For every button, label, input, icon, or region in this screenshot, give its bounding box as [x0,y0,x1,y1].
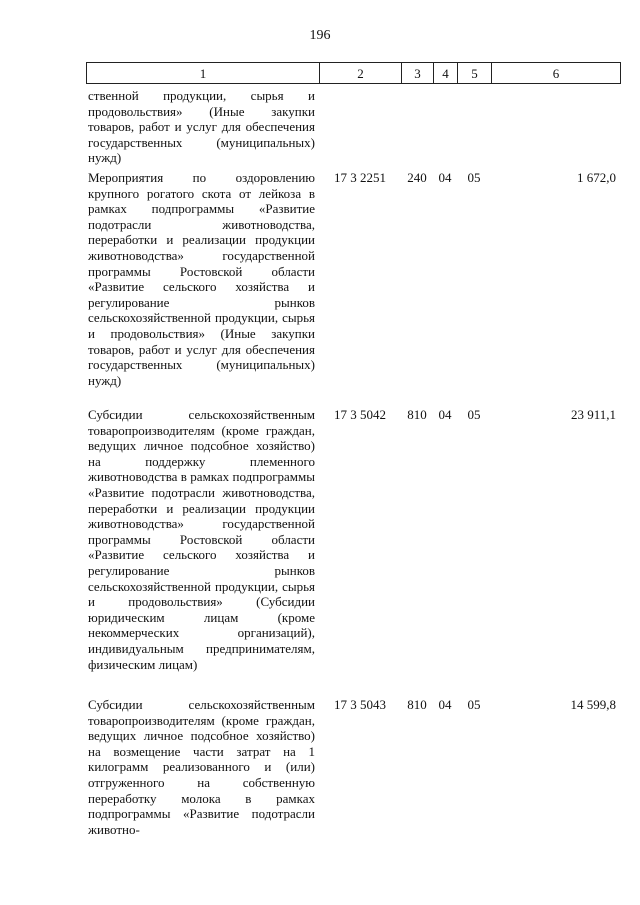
row-section: 04 [438,407,452,422]
page-number: 196 [309,28,331,43]
table-row [86,88,619,166]
row-subsection [457,88,491,166]
table-header [86,62,621,84]
row-section: 04 [438,170,452,185]
row-subsection: 05 [467,697,481,712]
row-expense-type: 240 [407,170,427,185]
table-row [86,170,619,388]
row-description: Субсидии сельскохозяйственным товаропроизводителям (кроме граждан, ведущих личное подсобное хозяйство) на поддержку племенного животноводства в рамках подпрограммы «Развитие подотрасли животноводства, переработки и реализации продукции животноводства» государственной программы Ростовской области «Развитие сельского хозяйства и регулирование рынков сельскохозяйственной продукции, сырья и продовольствия» (Субсидии юридическим лицам (кроме некоммерческих организаций), индивидуальным предпринимателям, физическим лицам) [88,407,315,672]
row-description: Мероприятия по оздоровлению крупного рогатого скота от лейкоза в рамках подпрограммы «Развитие подотрасли животноводства, переработки и реализации продукции животноводства» государственной программы Ростовской области «Развитие сельского хозяйства и регулирование рынков сельскохозяйственной продукции, сырья и продовольствия» (Иные закупки товаров, работ и услуг для обеспечения государственных (муниципальных) нужд) [88,170,315,388]
row-target-code: 17 3 5042 [334,407,386,422]
header-col-1: 1 [87,63,320,83]
row-amount: 1 672,0 [577,170,616,185]
row-amount: 14 599,8 [570,697,616,712]
header-col-6: 6 [552,66,560,81]
row-target-code: 17 3 5043 [334,697,386,712]
row-expense-type [401,88,433,166]
row-amount [491,88,619,166]
header-col-4: 4 [434,63,458,83]
row-subsection: 05 [467,407,481,422]
row-target-code: 17 3 2251 [334,170,386,185]
row-section [433,88,457,166]
header-col-3: 3 [402,63,434,83]
header-col-2: 2 [320,63,402,83]
row-section: 04 [438,697,452,712]
table-row [86,697,619,837]
row-expense-type: 810 [407,407,427,422]
row-expense-type: 810 [407,697,427,712]
row-amount: 23 911,1 [570,407,616,422]
table-row [86,407,619,672]
row-target-code [319,88,401,166]
row-subsection: 05 [467,170,481,185]
row-description: Субсидии сельскохозяйственным товаропроизводителям (кроме граждан, ведущих личное подсобное хозяйство) на возмещение части затрат на 1 килограмм реализованного и (или) отгруженного на собственную переработку молока в рамках подпрограммы «Развитие подотрасли животно- [88,697,315,837]
row-description: ственной продукции, сырья и продовольствия» (Иные закупки товаров, работ и услуг для обеспечения государственных (муниципальных) нужд) [88,88,315,166]
header-col-5: 5 [458,63,492,83]
